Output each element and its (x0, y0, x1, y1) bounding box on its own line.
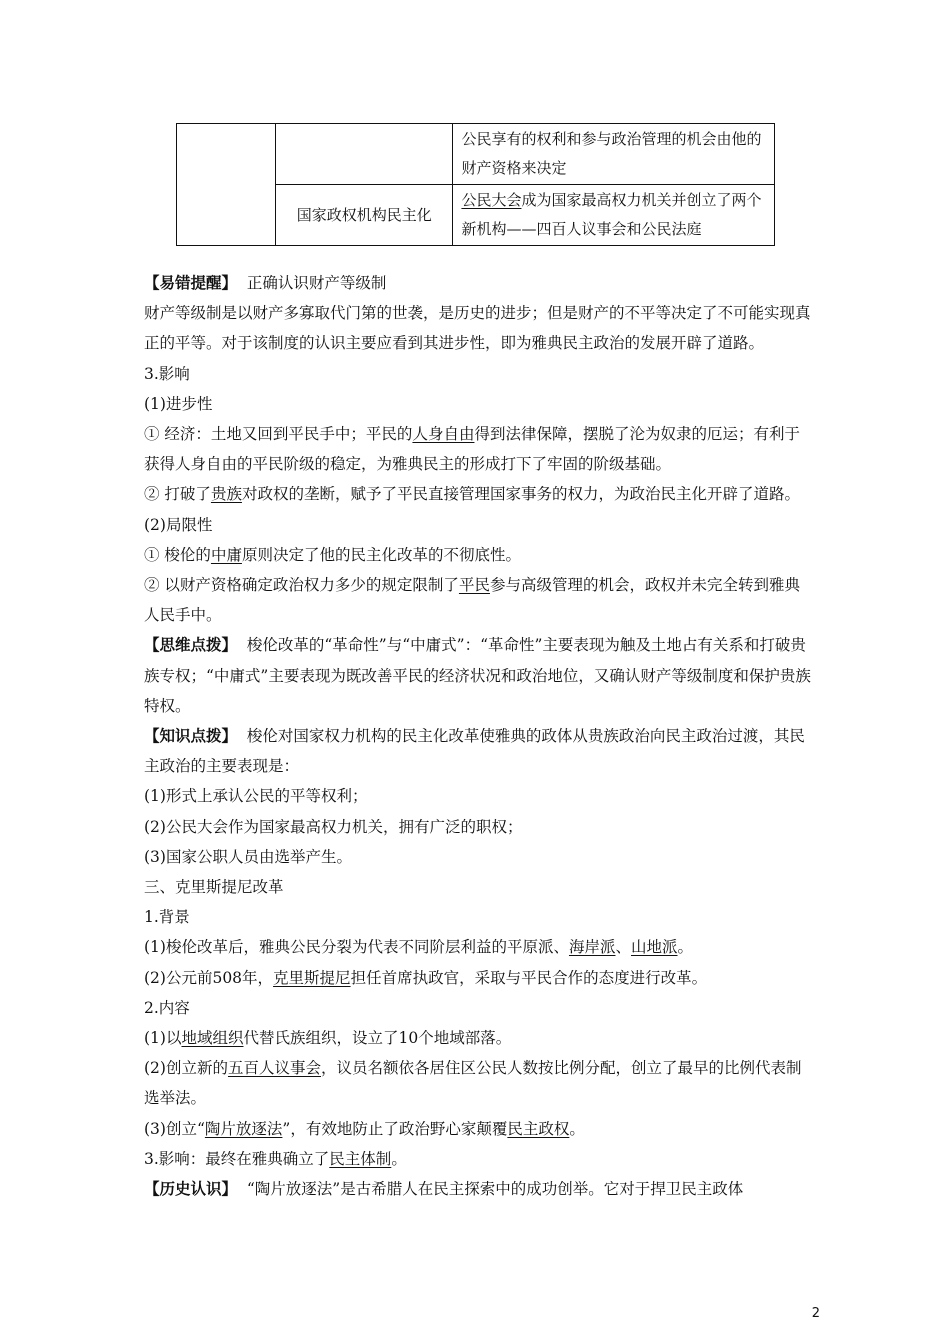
callout-title: 正确认识财产等级制 (246, 274, 387, 292)
table-cell-text (453, 185, 775, 246)
callout-tag: 【思维点拨】 (144, 635, 238, 655)
callout-line (144, 1174, 814, 1204)
subheading: (2)局限性 (144, 515, 213, 534)
text-span: ，议员名额依各居住区公民人数按比例分配，创立了最早的比例代表制选举法。 (144, 1059, 802, 1108)
underlined-term: 平民 (458, 576, 490, 595)
underlined-term: 海岸派 (568, 938, 616, 957)
text-span: 对政权的垄断，赋予了平民直接管理国家事务的权力，为政治民主化开辟了道路。 (241, 485, 800, 504)
list-item: (3)国家公职人员由选举产生。 (144, 847, 352, 866)
text-span: 担任首席执政官，采取与平民合作的态度进行改革。 (350, 968, 708, 987)
callout-paragraph (144, 721, 814, 781)
text-span: 。 (391, 1149, 407, 1168)
underlined-term: 民主体制 (329, 1149, 392, 1168)
text-span: (2)创立新的 (144, 1059, 228, 1078)
table-cell-empty (276, 124, 453, 185)
text-span: 原则决定了他的民主化改革的不彻底性。 (241, 545, 521, 564)
text-span: 、 (615, 938, 631, 957)
text-span: ② 以财产资格确定政治权力多少的规定限制了 (144, 576, 459, 595)
heading: 3.影响 (144, 364, 190, 383)
document-body (144, 268, 814, 1204)
callout-line (144, 268, 814, 298)
underlined-term: 山地派 (631, 938, 678, 957)
text-span: 3.影响：最终在雅典确立了 (144, 1149, 330, 1168)
callout-paragraph (144, 630, 814, 721)
paragraph (144, 479, 814, 509)
paragraph (144, 419, 814, 479)
list-item: (2)公民大会作为国家最高权力机关，拥有广泛的职权； (144, 817, 523, 836)
callout-tag: 【知识点拨】 (144, 726, 238, 746)
text-span: (1)梭伦改革后，雅典公民分裂为代表不同阶层利益的平原派、 (144, 938, 569, 957)
heading: 1.背景 (144, 908, 190, 927)
text-span: ”，有效地防止了政治野心家颠覆 (282, 1119, 508, 1138)
underlined-term: 民主政权 (507, 1119, 570, 1138)
text-span: 得到法律保障，摆脱了沦为奴隶的厄运；有利于获得人身自由的平民阶级的稳定，为雅典民主的形成打下了牢固的阶级基础。 (144, 425, 800, 474)
text-span: 参与高级管理的机会，政权并未完全转到雅典人民手中。 (144, 576, 800, 625)
callout-text: 梭伦对国家权力机构的民主化改革使雅典的政体从贵族政治向民主政治过渡，其民主政治的主要表现是： (144, 727, 805, 776)
callout-tag: 【易错提醒】 (144, 273, 238, 292)
text-span: (1)以 (144, 1029, 182, 1048)
underlined-term: 人身自由 (412, 425, 475, 444)
paragraph: 财产等级制是以财产多寡取代门第的世袭，是历史的进步；但是财产的不平等决定了不可能实现真正的平等。对于该制度的认识主要应看到其进步性，即为雅典民主政治的发展开辟了道路。 (144, 304, 811, 353)
underlined-term: 公民大会 (461, 191, 522, 209)
underlined-term: 五百人议事会 (227, 1059, 321, 1078)
page-number: 2 (811, 1306, 820, 1321)
text-span: 代替氏族组织，设立了10个地域部落。 (243, 1029, 512, 1048)
text-span: ① 梭伦的 (144, 545, 211, 564)
section-heading: 三、克里斯提尼改革 (144, 878, 284, 897)
text-span: 。 (569, 1119, 585, 1138)
table-row (177, 124, 775, 185)
paragraph (144, 963, 814, 993)
reform-table (176, 123, 775, 246)
text-span: ① 经济：土地又回到平民手中；平民的 (144, 425, 413, 444)
paragraph (144, 570, 814, 630)
underlined-term: 中庸 (210, 545, 242, 564)
paragraph (144, 1023, 814, 1053)
paragraph (144, 1053, 814, 1113)
paragraph (144, 540, 814, 570)
underlined-term: 陶片放逐法 (204, 1119, 283, 1138)
callout-tag: 【历史认识】 (144, 1179, 238, 1199)
underlined-term: 地域组织 (181, 1029, 244, 1048)
table-cell-empty (177, 124, 276, 246)
text-span: ② 打破了 (144, 485, 211, 504)
underlined-term: 贵族 (210, 485, 242, 504)
underlined-term: 克里斯提尼 (273, 968, 351, 987)
paragraph (144, 932, 814, 962)
text-span: (2)公元前508年， (144, 968, 274, 987)
callout-text: “陶片放逐法”是古希腊人在民主探索中的成功创举。它对于捍卫民主政体 (246, 1180, 744, 1199)
table-cell-text: 公民享有的权利和参与政治管理的机会由他的财产资格来决定 (453, 124, 775, 185)
text-span: 。 (677, 938, 694, 957)
subheading: (1)进步性 (144, 394, 213, 413)
paragraph (144, 1114, 814, 1144)
callout-text: 梭伦改革的“革命性”与“中庸式”：“革命性”主要表现为触及土地占有关系和打破贵族专权；“中庸式”主要表现为既改善平民的经济状况和政治地位，又确认财产等级制度和保护贵族特权。 (144, 636, 811, 715)
list-item: (1)形式上承认公民的平等权利； (144, 787, 368, 806)
table-cell-label: 国家政权机构民主化 (276, 185, 453, 246)
paragraph (144, 1144, 814, 1174)
text-span: (3)创立“ (144, 1119, 205, 1138)
heading: 2.内容 (144, 998, 190, 1017)
table-cell-text-rest: 成为国家最高权力机关并创立了两个新机构——四百人议事会和公民法庭 (461, 191, 762, 238)
